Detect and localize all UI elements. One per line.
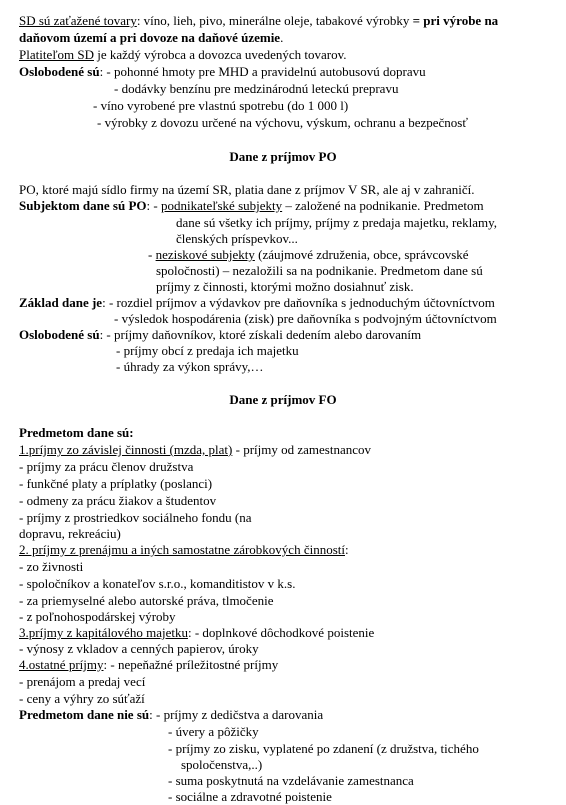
po-subject-line: Subjektom dane sú PO: - podnikateľské subjekty – založené na podnikanie. Predmetom [19,198,484,213]
fo-cat4-item: - prenájom a predaj vecí [19,674,146,689]
po-exempt-item-2: - príjmy obcí z predaja ich majetku [116,343,299,358]
sd-payer-label: Platiteľom SD [19,47,94,62]
fo-not-subject-item: - suma poskytnutá na vzdelávanie zamestnanca [168,773,414,788]
fo-cat2-item: - spoločníkov a konateľov s.r.o., komanditistov v k.s. [19,576,296,591]
po-nonprofit-cont-1: spoločnosti) – nezaložili sa na podnikanie. Predmetom dane sú [156,263,483,278]
po-exempt-line: Oslobodené sú: - príjmy daňovníkov, ktoré získali dedením alebo darovaním [19,327,422,342]
fo-category-1-title: 1.príjmy zo závislej činnosti (mzda, plat) [19,442,233,457]
sd-exempt-item-1: : - pohonné hmoty pre MHD a pravidelnú autobusovú dopravu [99,64,426,79]
sd-line-2: daňovom území a pri dovoze na daňové územie. [19,30,284,45]
sd-exempt-item-2: - dodávky benzínu pre medzinárodnú leteckú prepravu [114,81,399,96]
po-subject-cont-1: dane sú všetky ich príjmy, príjmy z predaja majetku, reklamy, [176,215,498,230]
fo-not-subject-item: - úvery a pôžičky [168,724,259,739]
fo-category-1: 1.príjmy zo závislej činnosti (mzda, plat) - príjmy od zamestnancov [19,442,371,457]
po-subject-cont-2: členských príspevkov... [176,231,298,246]
fo-not-subject-label: Predmetom dane nie sú [19,707,150,722]
po-nonprofit-line: - neziskové subjekty (záujmové združenia, obce, správcovské [148,247,469,262]
po-base-item-2: - výsledok hospodárenia (zisk) pre daňovníka s podvojným účtovníctvom [114,311,497,326]
po-base-label: Základ dane je [19,295,103,310]
po-base-line: Základ dane je: - rozdiel príjmov a výdavkov pre daňovníka s jednoduchým účtovníctvom [19,295,495,310]
fo-not-subject-item: - sociálne a zdravotné poistenie [168,789,332,804]
fo-category-4-title: 4.ostatné príjmy [19,657,104,672]
sd-taxed-goods-list: : víno, lieh, pivo, minerálne oleje, tabakové výrobky [136,13,413,28]
fo-cat3-item: - výnosy z vkladov a cenných papierov, úroky [19,641,259,656]
po-nonprofit-subjects: neziskové subjekty [155,247,255,262]
po-intro: PO, ktoré majú sídlo firmy na území SR, platia dane z príjmov V SR, ale aj v zahraničí. [19,182,475,197]
fo-category-2: 2. príjmy z prenájmu a iných samostatne zárobkových činností: [19,542,349,557]
fo-not-subject-item-cont: spoločenstva,..) [181,757,263,772]
fo-cat1-item: - funkčné platy a príplatky (poslanci) [19,476,213,491]
sd-taxed-goods-label: SD sú zaťažené tovary [19,13,137,28]
sd-exempt-item-3: - víno vyrobené pre vlastnú spotrebu (do 1 000 l) [93,98,349,113]
fo-cat1-item: - príjmy za prácu členov družstva [19,459,194,474]
po-exempt-label: Oslobodené sú [19,327,100,342]
fo-category-3: 3.príjmy z kapitálového majetku: - doplnkové dôchodkové poistenie [19,625,375,640]
fo-heading: Dane z príjmov FO [229,392,337,407]
fo-cat2-item: - zo živnosti [19,559,84,574]
sd-line-1 [19,12,498,29]
fo-cat1-item: - odmeny za prácu žiakov a študentov [19,493,217,508]
po-exempt-item-3: - úhrady za výkon správy,… [116,359,264,374]
fo-category-4: 4.ostatné príjmy: - nepeňažné príležitostné príjmy [19,657,279,672]
po-nonprofit-cont-2: príjmy z činnosti, ktorými možno dosiahnuť zisk. [156,279,414,294]
sd-line-3 [19,46,347,63]
fo-cat2-item: - za priemyselné alebo autorské práva, tlmočenie [19,593,274,608]
sd-exempt-label: Oslobodené sú [19,64,100,79]
po-subject-label: Subjektom dane sú PO [19,198,147,213]
fo-not-subject-line: Predmetom dane nie sú: - príjmy z dedičstva a darovania [19,707,324,722]
sd-exempt-item-4: - výrobky z dovozu určené na výchovu, výskum, ochranu a bezpečnosť [97,115,468,130]
po-business-subjects: podnikateľské subjekty [160,198,283,213]
sd-payer-text: je každý výrobca a dovozca uvedených tovarov. [93,47,347,62]
po-heading: Dane z príjmov PO [229,149,337,164]
fo-cat1-item: - príjmy z prostriedkov sociálneho fondu (na [19,510,252,525]
fo-category-2-title: 2. príjmy z prenájmu a iných samostatne zárobkových činností [19,542,345,557]
fo-cat2-item: - z poľnohospodárskej výroby [19,609,176,624]
fo-category-3-title: 3.príjmy z kapitálového majetku [19,625,188,640]
sd-taxed-goods-note: = pri výrobe na [412,13,499,28]
fo-not-subject-item: - príjmy zo zisku, vyplatené po zdanení (z družstva, tichého [168,741,479,756]
sd-line-4 [19,63,426,80]
fo-subject-label: Predmetom dane sú: [19,425,134,440]
fo-cat4-item: - ceny a výhry zo súťaží [19,691,145,706]
fo-cat1-item-cont: dopravu, rekreáciu) [19,526,121,541]
sd-territory-note: daňovom území a pri dovoze na daňové územie [19,30,281,45]
